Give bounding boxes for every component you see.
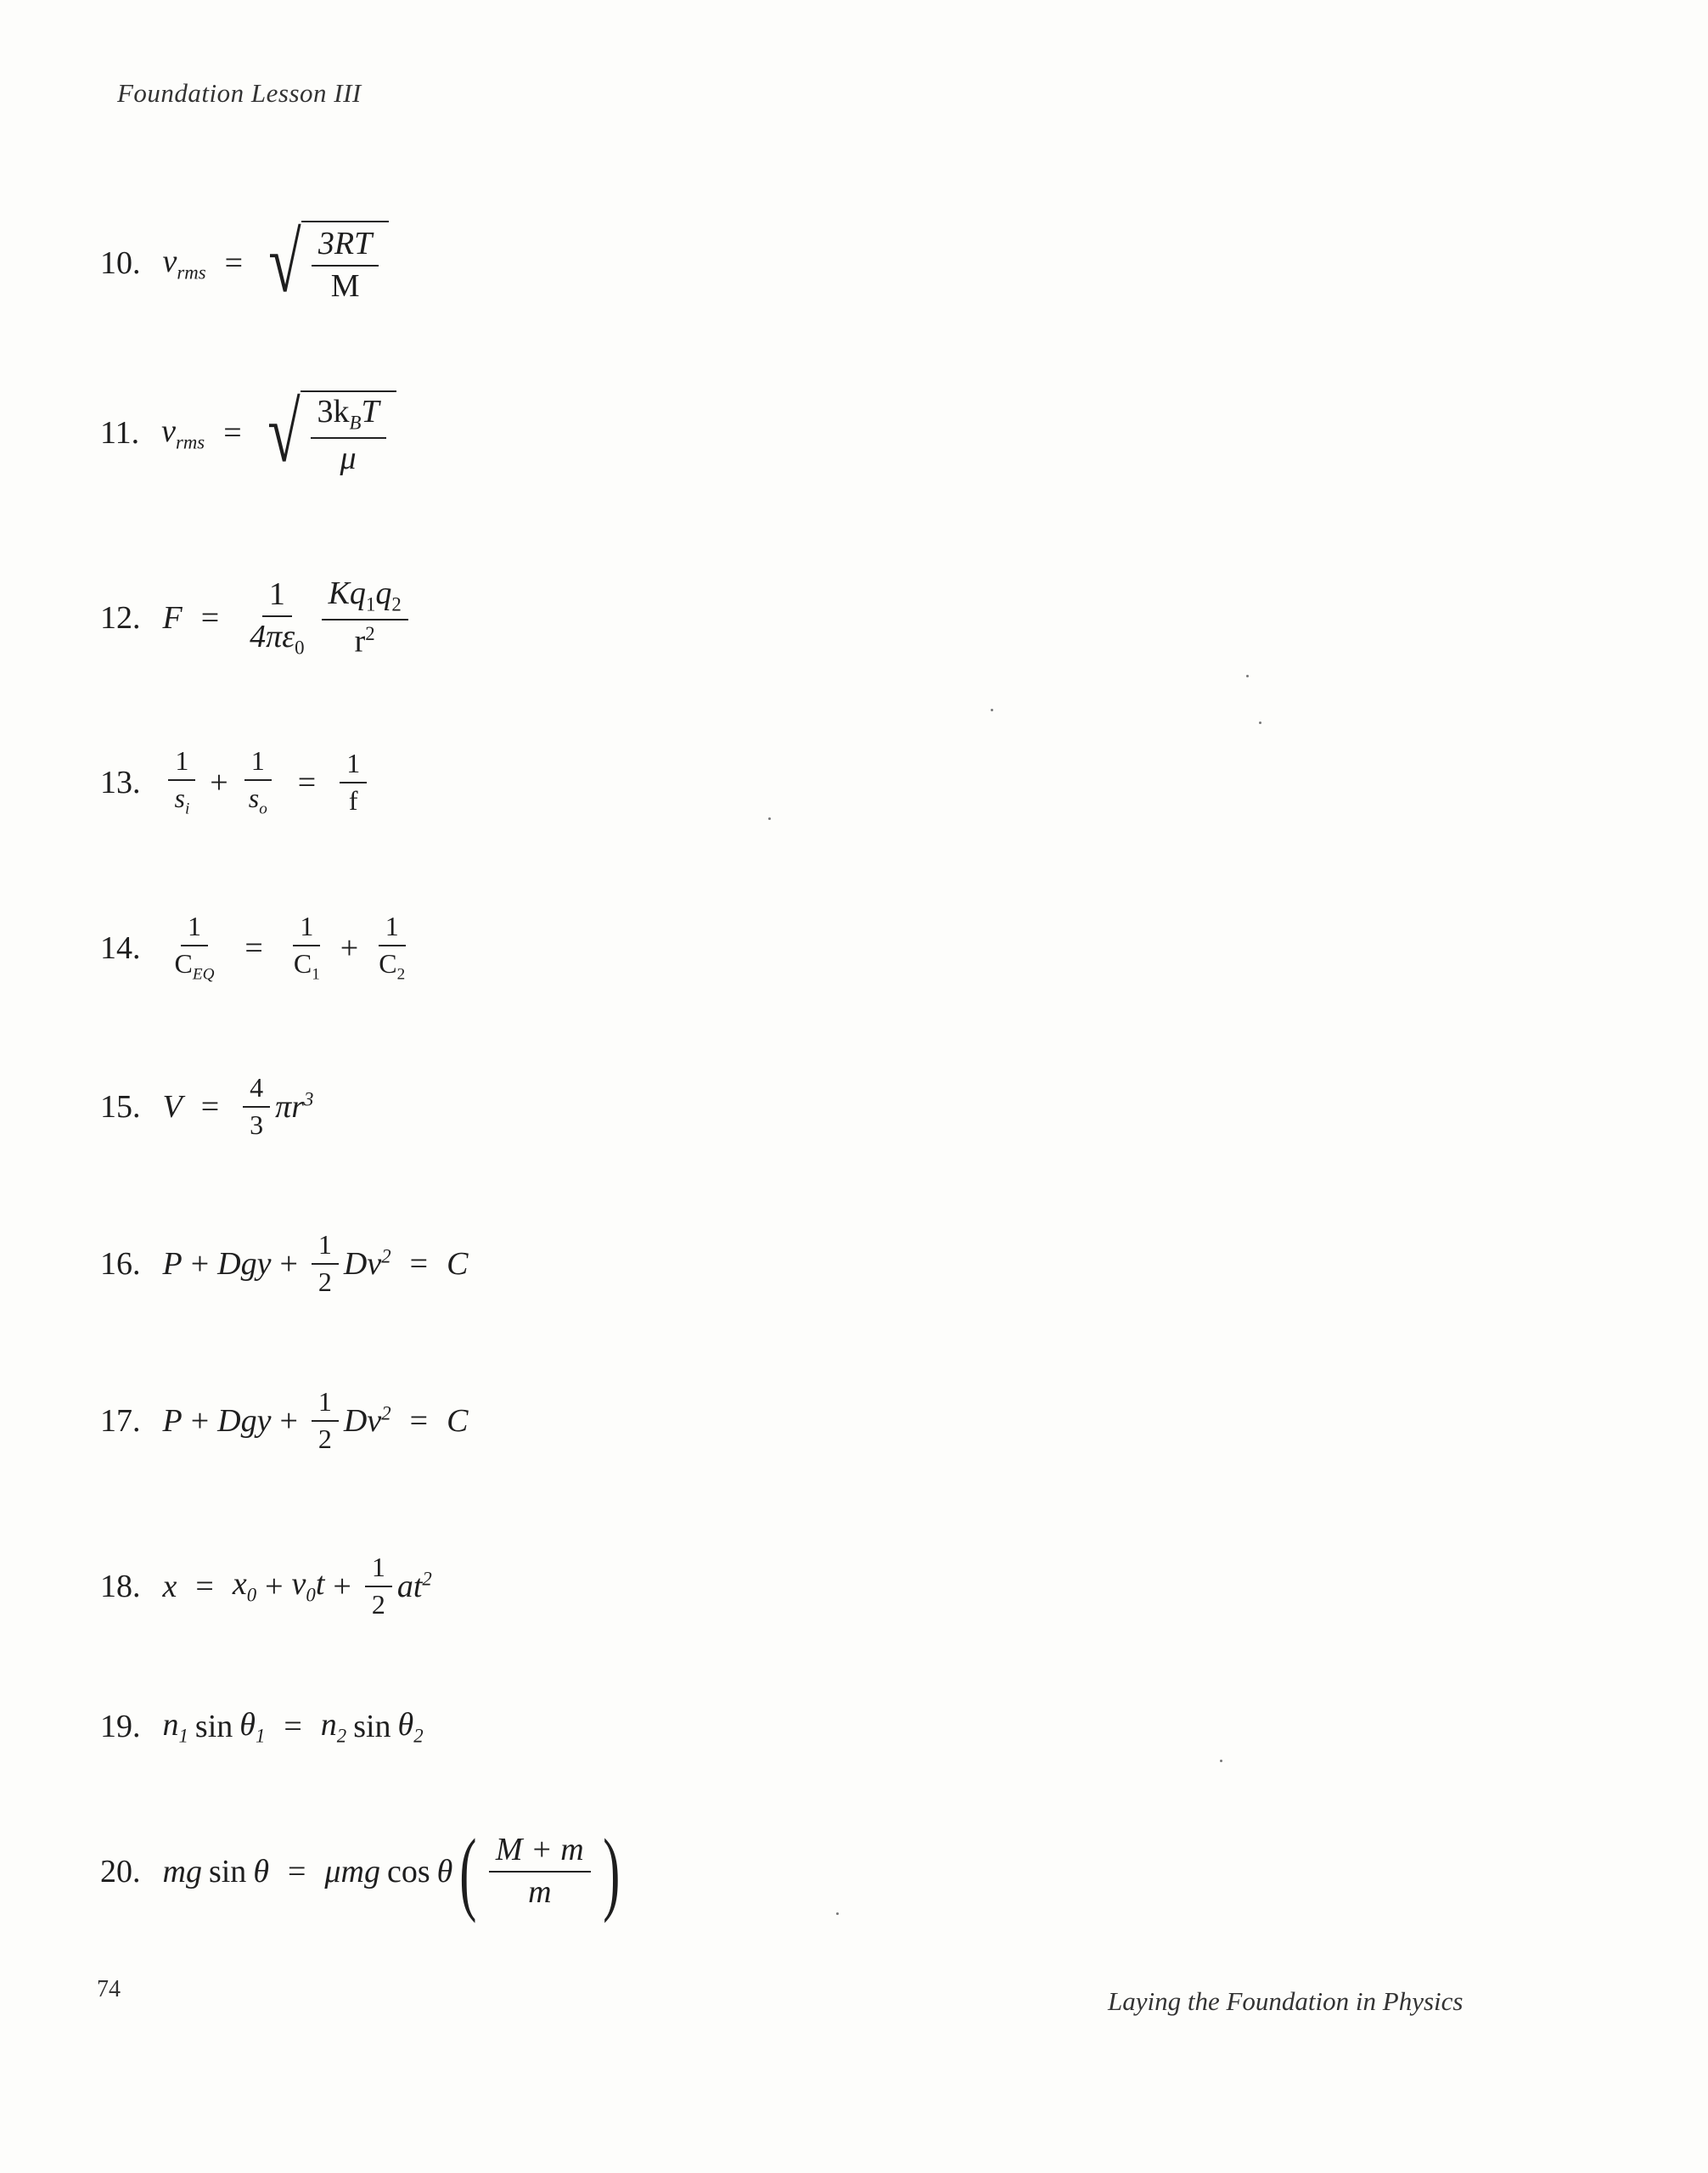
equals-sign: = (244, 929, 263, 966)
fraction: $\frac{1}{f}$ (340, 750, 367, 815)
equation-number: 12. (100, 600, 141, 637)
speck (1220, 1760, 1222, 1762)
fraction: $\frac{1}{C_1}$ (293, 911, 320, 983)
fraction: $\frac{1}{2}$ (312, 1388, 339, 1453)
lhs: V (162, 1088, 183, 1125)
book-title: Laying the Foundation in Physics (1108, 1986, 1464, 2016)
equals-sign: = (409, 1402, 429, 1439)
fraction: $\frac{1}{s_i}$ (168, 747, 197, 817)
equals-sign: = (284, 1709, 302, 1745)
equals-sign: = (287, 1854, 306, 1889)
plus-sign: + (340, 929, 359, 966)
equation-number: 11. (100, 415, 140, 452)
equation-18: 18. x = $x_0$ + $v_0t$ + $\frac{1}{2}$ $at^2$ (100, 1552, 432, 1620)
plus-sign: + (210, 764, 228, 800)
fraction: $\frac{4}{3}$ (243, 1074, 270, 1139)
square-root: √ $\frac{3RT}{M}$ (261, 221, 389, 306)
speck (991, 709, 993, 711)
equals-sign: = (409, 1245, 429, 1282)
lhs: $v_{rms}$ (161, 413, 205, 453)
equation-17: 17. P + Dgy + $\frac{1}{2}$ Dv$^2$ = C (100, 1386, 469, 1454)
rhs: $\pi r^3$ (275, 1087, 314, 1125)
speck (1259, 722, 1261, 724)
fraction: $\frac{M + m}{m}$ (489, 1833, 591, 1910)
equation-19: 19. $n_1$ sin $\theta_1$ = $n_2$ sin $\theta_2$ (100, 1707, 424, 1747)
equation-number: 14. (100, 929, 141, 966)
equation-number: 18. (100, 1568, 141, 1604)
speck (768, 817, 771, 820)
fraction: $\frac{1}{s_o}$ (242, 747, 274, 817)
equals-sign: = (224, 245, 244, 281)
equation-number: 20. (100, 1854, 141, 1889)
equation-12 (100, 577, 413, 659)
equation-14 (100, 912, 417, 983)
equation-11 (100, 385, 396, 480)
fraction: $\frac{Kq_1q_2}{r^2}$ (322, 577, 408, 659)
speck (1246, 675, 1249, 677)
equals-sign: = (200, 600, 220, 637)
fraction: $\frac{1}{C_2}$ (379, 911, 406, 983)
square-root: √ $\frac{3k_BT}{\mu}$ (261, 390, 396, 475)
equals-sign: = (200, 1088, 220, 1125)
fraction: $\frac{1}{C_{EQ}}$ (174, 911, 215, 983)
lhs: $v_{rms}$ (162, 243, 206, 284)
left-paren: ( (459, 1820, 477, 1923)
equation-number: 10. (100, 245, 141, 281)
page-number: 74 (97, 1976, 121, 2002)
equation-number: 16. (100, 1245, 141, 1282)
fraction: $\frac{1}{2}$ (365, 1553, 392, 1619)
equals-sign: = (223, 415, 242, 452)
equation-16: 16. P + Dgy + $\frac{1}{2}$ Dv$^2$ = C (100, 1229, 469, 1297)
equation-10 (100, 216, 389, 310)
right-paren: ) (602, 1820, 621, 1923)
fraction: $\frac{1}{2}$ (312, 1231, 339, 1296)
equation-number: 19. (100, 1709, 141, 1745)
equation-13 (100, 747, 372, 817)
equals-sign: = (195, 1568, 214, 1604)
equation-20: 20. mg sin θ = μmg cos θ ( $\frac{M + m}{m}$ ) (100, 1820, 621, 1923)
equation-number: 13. (100, 764, 141, 800)
equation-number: 17. (100, 1402, 141, 1439)
fraction: $\frac{1}{4\pi\varepsilon_0}$ (250, 576, 305, 659)
speck (836, 1912, 839, 1915)
page-header: Foundation Lesson III (117, 78, 362, 108)
lhs: F (162, 600, 183, 637)
equation-15 (100, 1074, 313, 1139)
equals-sign: = (297, 764, 317, 800)
equation-number: 15. (100, 1088, 141, 1125)
